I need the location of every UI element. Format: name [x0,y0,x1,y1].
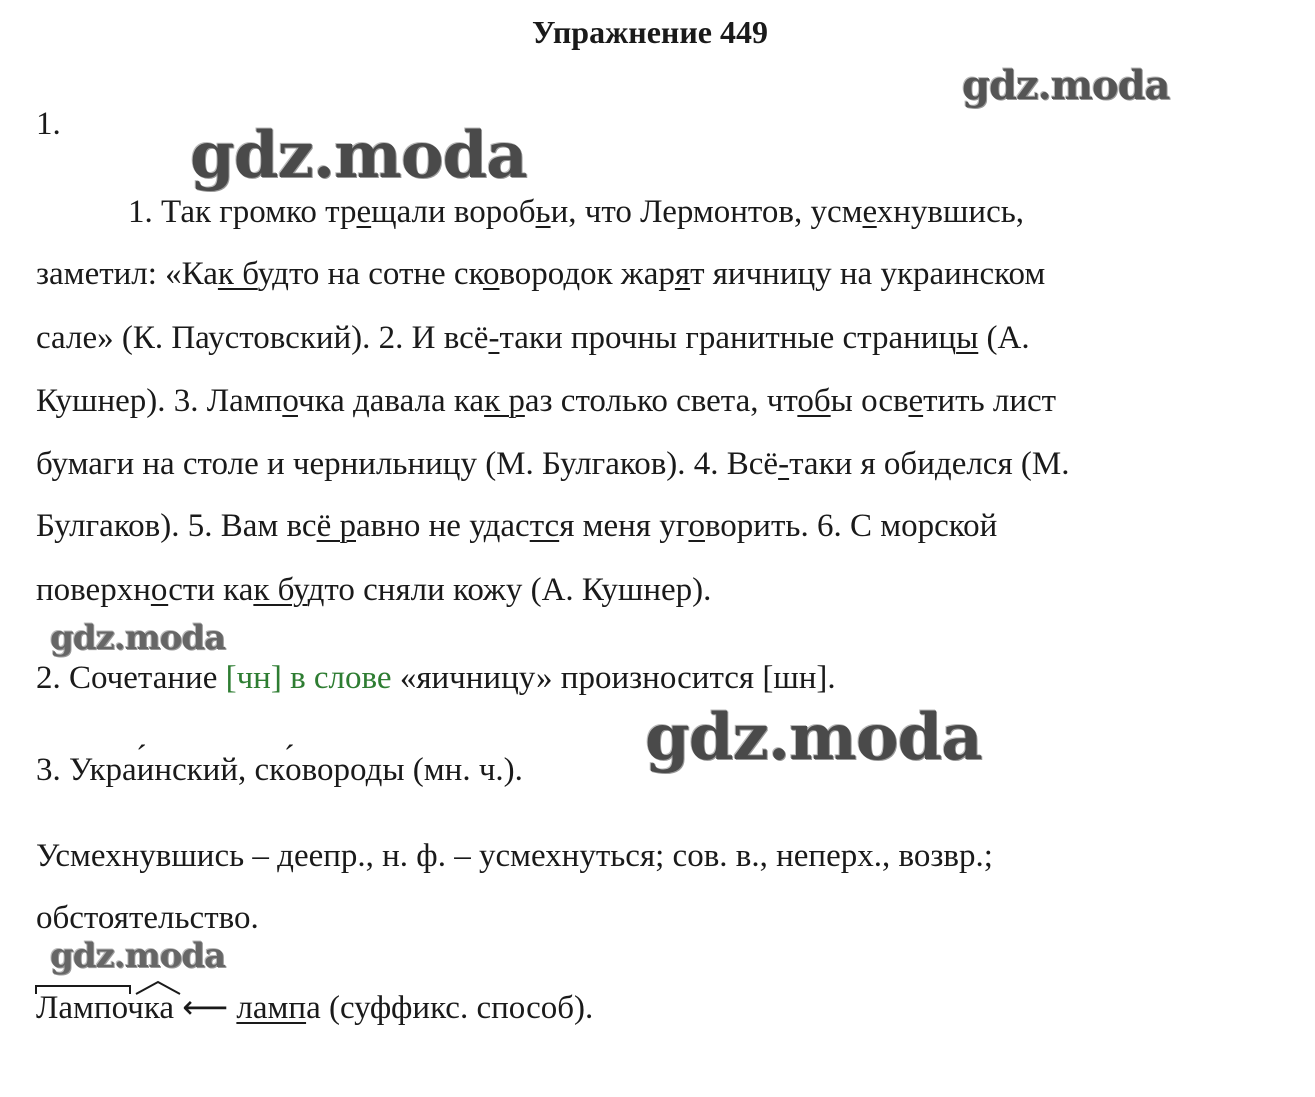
watermark: gdz.moda [645,700,982,775]
text-line: бумаги на столе и чернильницу (М. Булгаков). 4. Всё-таки я обиделся (М. [36,446,1070,482]
text-line: Кушнер). 3. Лампочка давала как раз столько света, чтобы осветить лист [36,383,1057,419]
watermark: gdz.moda [50,618,226,658]
text-line: 1. Так громко трещали воробьи, что Лермонтов, усмехнувшись, [128,194,1025,230]
morph-analysis-line: Усмехнувшись – деепр., н. ф. – усмехнуться; сов. в., неперх., возвр.; [36,838,993,874]
section-number: 1. [36,106,61,142]
text-line: сале» (К. Паустовский). 2. И всё-таки прочны гранитные страницы (А. [36,320,1030,356]
text-line: поверхности как будто сняли кожу (А. Кушнер). [36,572,712,608]
watermark: gdz.moda [962,62,1170,109]
section-2-text: 2. Сочетание [чн] в слове «яичницу» произносится [шн]. [36,660,836,696]
stress-mark: о ́ [285,752,302,789]
arrow-left-icon: ⟵ [182,988,229,1026]
watermark: gdz.moda [190,118,527,193]
word-root: Лампо [36,990,128,1026]
word-formation-line: Лампочка ⟵ лампа (суффикс. способ). [36,988,594,1026]
watermark: gdz.moda [50,936,226,976]
highlighted-phrase: [чн] в слове [225,660,392,696]
word-suffix: чк [127,990,160,1026]
section-3-text: 3. Украи ́нский, ско ́вороды (мн. ч.). [36,752,523,789]
page-title: Упражнение 449 [531,14,768,50]
text-line: заметил: «Как будто на сотне сковородок жарят яичницу на украинском [36,256,1046,292]
morph-analysis-line: обстоятельство. [36,900,259,936]
stress-mark: и ́ [137,752,155,789]
word-stem: ламп [236,990,307,1026]
text-line: Булгаков). 5. Вам всё равно не удастся меня уговорить. 6. С морской [36,508,998,544]
